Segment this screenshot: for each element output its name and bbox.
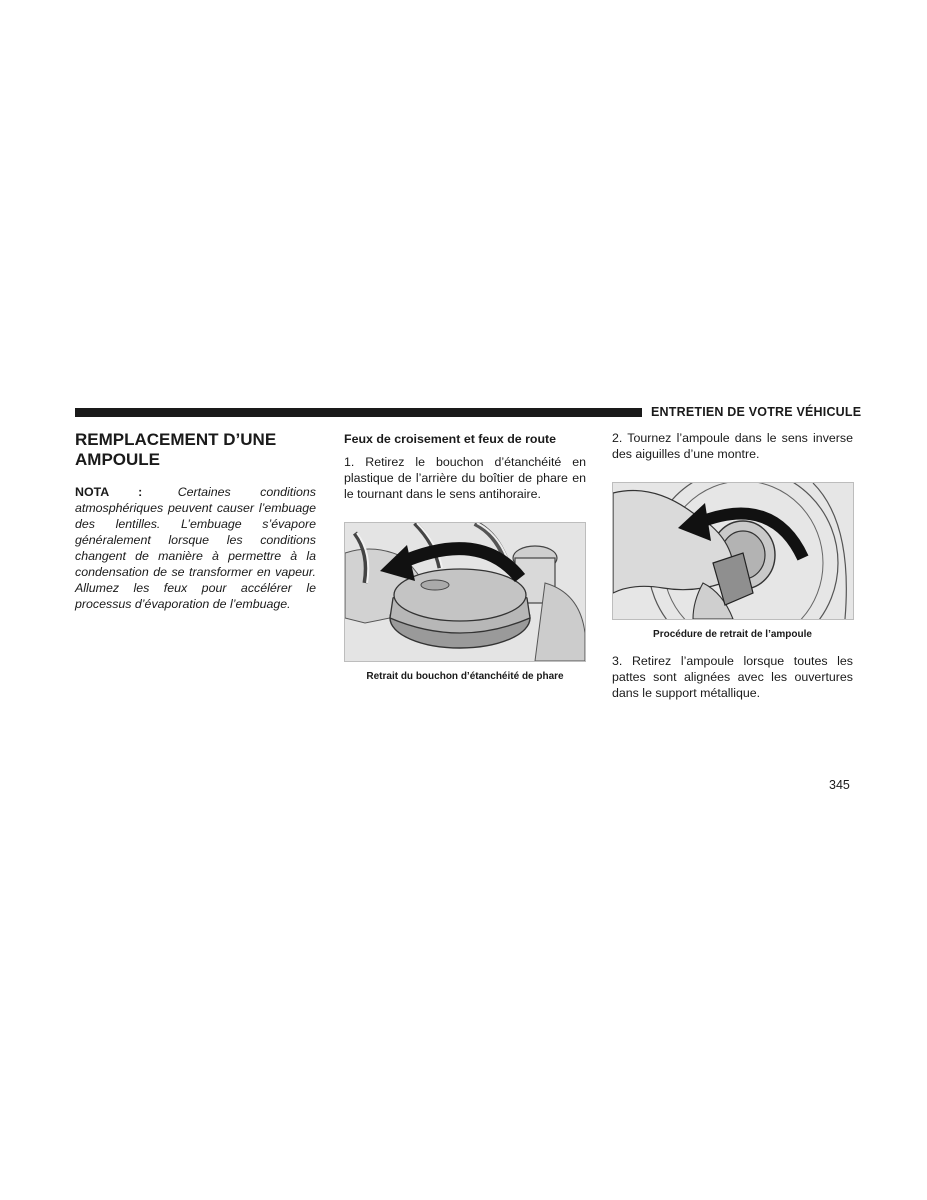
page-title: REMPLACEMENT D’UNE AMPOULE (75, 430, 277, 469)
figure-2-caption: Procédure de retrait de l’ampoule (653, 629, 812, 640)
bulb-removal-illustration (612, 482, 854, 620)
subsection-title: Feux de croisement et feux de route (344, 432, 557, 446)
headlamp-cap-illustration (344, 522, 586, 662)
header-rule (75, 408, 642, 417)
column-2 (344, 430, 586, 683)
page-number: 345 (829, 778, 850, 792)
section-title: ENTRETIEN DE VOTRE VÉHICULE (651, 405, 862, 419)
note-text: Certaines conditions atmosphériques peuvent causer l’embuage des lentilles. L’embuage s’évapore généralement lorsque les conditions changent de manière à permettre à la condensation de se transformer en vapeur. Allumez les feux pour accélérer le processus d’évaporation de l’embuage. (75, 485, 316, 611)
note-label: NOTA : (75, 485, 143, 499)
figure-1-caption: Retrait du bouchon d’étanchéité de phare (366, 671, 564, 682)
step-2-text: 2. Tournez l’ampoule dans le sens inverse des aiguilles d’une montre. (612, 431, 853, 461)
column-3 (612, 430, 853, 701)
column-1 (75, 430, 316, 612)
step-3-text: 3. Retirez l’ampoule lorsque toutes les pattes sont alignées avec les ouvertures dans le support métallique. (612, 654, 853, 700)
step-1-text: 1. Retirez le bouchon d’étanchéité en plastique de l’arrière du boîtier de phare en le tournant dans le sens antihoraire. (344, 455, 586, 501)
note-paragraph (75, 484, 316, 612)
